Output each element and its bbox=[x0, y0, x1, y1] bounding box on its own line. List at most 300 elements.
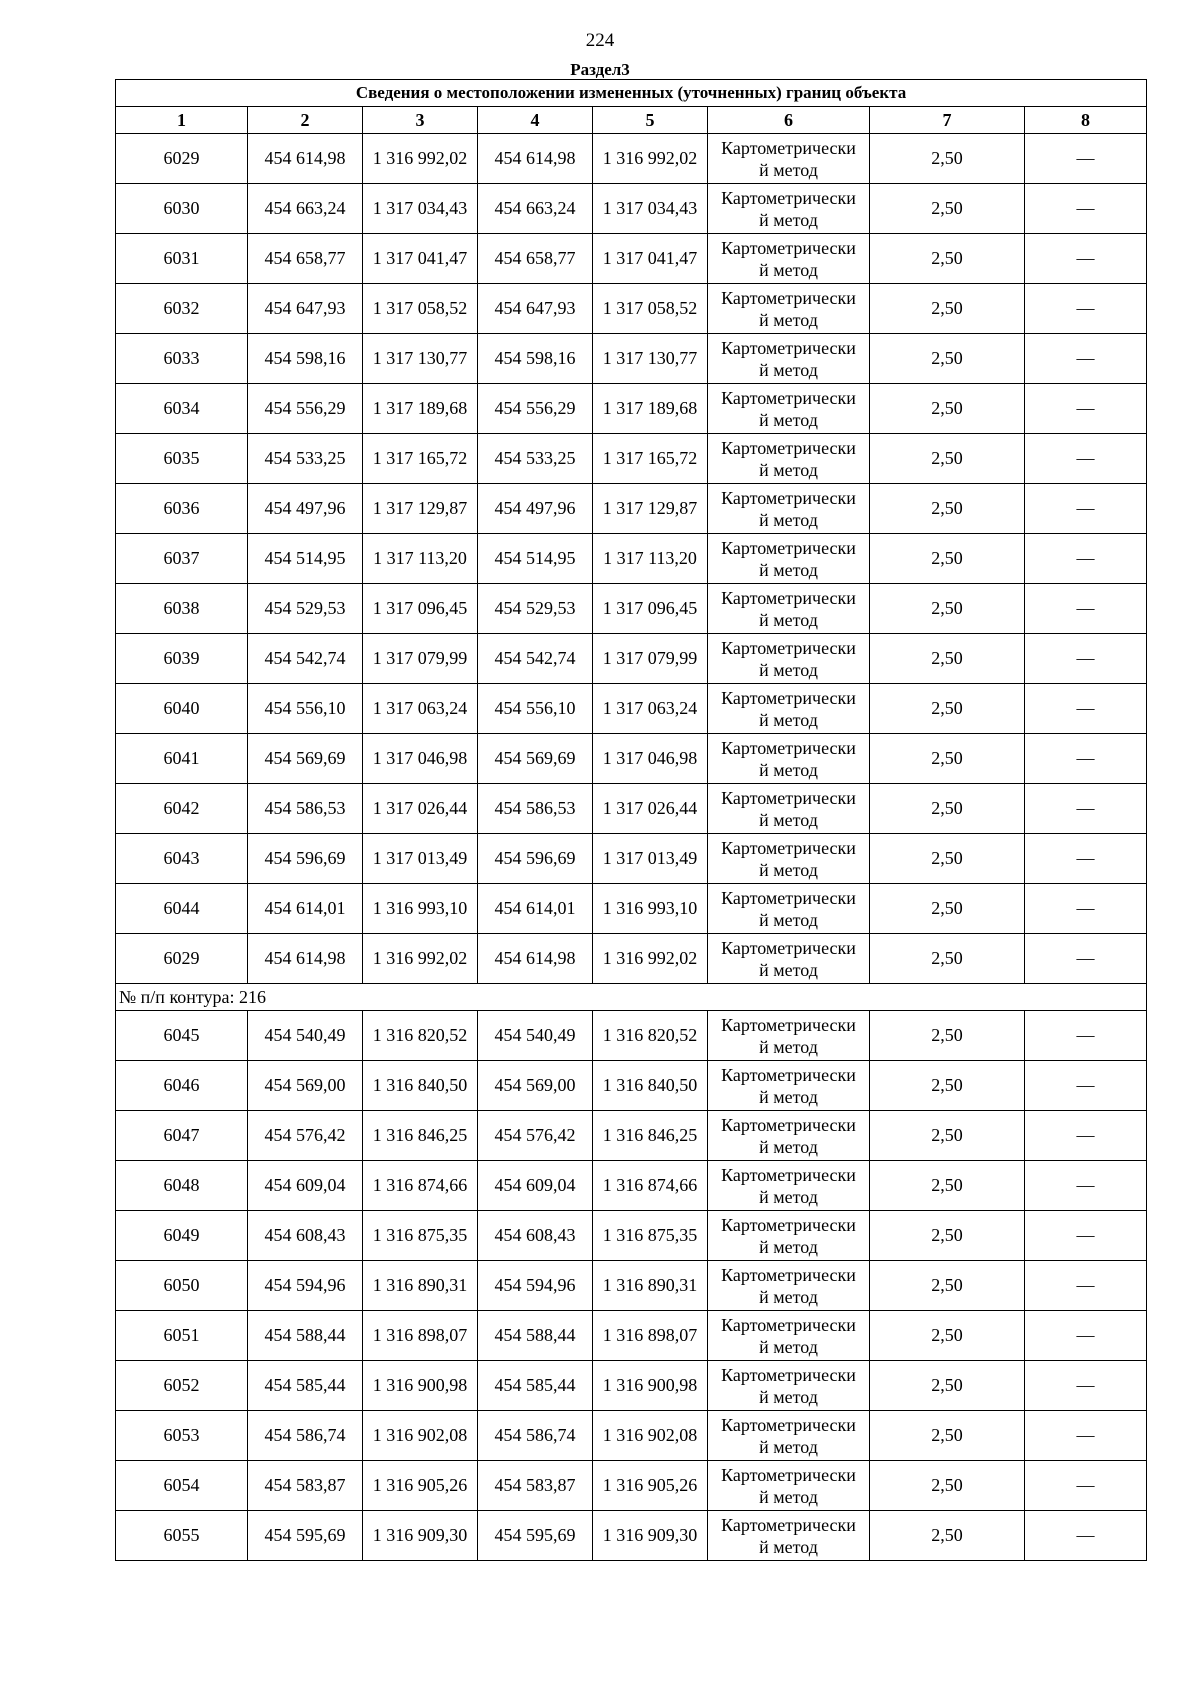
table-row bbox=[116, 584, 1147, 634]
x-old-cell: 454 614,98 bbox=[248, 134, 363, 184]
method-line: Картометрически bbox=[721, 1214, 856, 1235]
y-new-cell: 1 317 165,72 bbox=[593, 434, 708, 484]
method-line: й метод bbox=[759, 1036, 818, 1057]
table-row bbox=[116, 1311, 1147, 1361]
x-new-cell: 454 585,44 bbox=[478, 1361, 593, 1411]
x-old-cell: 454 596,69 bbox=[248, 834, 363, 884]
column-number-row bbox=[116, 107, 1147, 134]
description-cell: — bbox=[1025, 1511, 1147, 1561]
table-row bbox=[116, 684, 1147, 734]
method-line: й метод bbox=[759, 359, 818, 380]
method-cell bbox=[708, 284, 870, 334]
point-number-cell: 6039 bbox=[116, 634, 248, 684]
y-old-cell: 1 317 079,99 bbox=[363, 634, 478, 684]
accuracy-cell: 2,50 bbox=[870, 634, 1025, 684]
method-cell bbox=[708, 884, 870, 934]
description-cell: — bbox=[1025, 1411, 1147, 1461]
y-old-cell: 1 316 902,08 bbox=[363, 1411, 478, 1461]
x-new-cell: 454 556,29 bbox=[478, 384, 593, 434]
point-number-cell: 6029 bbox=[116, 134, 248, 184]
table-row bbox=[116, 184, 1147, 234]
method-line: Картометрически bbox=[721, 737, 856, 758]
point-number-cell: 6032 bbox=[116, 284, 248, 334]
column-number: 4 bbox=[478, 107, 593, 134]
point-number-cell: 6038 bbox=[116, 584, 248, 634]
point-number-cell: 6043 bbox=[116, 834, 248, 884]
method-line: й метод bbox=[759, 959, 818, 980]
x-old-cell: 454 533,25 bbox=[248, 434, 363, 484]
method-cell bbox=[708, 1311, 870, 1361]
table-row bbox=[116, 1411, 1147, 1461]
x-old-cell: 454 608,43 bbox=[248, 1211, 363, 1261]
point-number-cell: 6037 bbox=[116, 534, 248, 584]
method-line: й метод bbox=[759, 909, 818, 930]
method-line: й метод bbox=[759, 509, 818, 530]
method-line: й метод bbox=[759, 409, 818, 430]
point-number-cell: 6031 bbox=[116, 234, 248, 284]
x-old-cell: 454 576,42 bbox=[248, 1111, 363, 1161]
y-new-cell: 1 317 013,49 bbox=[593, 834, 708, 884]
y-new-cell: 1 317 058,52 bbox=[593, 284, 708, 334]
y-new-cell: 1 316 846,25 bbox=[593, 1111, 708, 1161]
y-old-cell: 1 317 026,44 bbox=[363, 784, 478, 834]
method-line: Картометрически bbox=[721, 937, 856, 958]
method-line: Картометрически bbox=[721, 337, 856, 358]
method-line: Картометрически bbox=[721, 1414, 856, 1435]
accuracy-cell: 2,50 bbox=[870, 1411, 1025, 1461]
y-old-cell: 1 316 898,07 bbox=[363, 1311, 478, 1361]
description-cell: — bbox=[1025, 484, 1147, 534]
coordinates-table bbox=[115, 79, 1147, 1561]
contour-row bbox=[116, 984, 1147, 1011]
y-old-cell: 1 317 063,24 bbox=[363, 684, 478, 734]
table-row bbox=[116, 734, 1147, 784]
description-cell: — bbox=[1025, 934, 1147, 984]
method-line: Картометрически bbox=[721, 1314, 856, 1335]
point-number-cell: 6045 bbox=[116, 1011, 248, 1061]
method-line: й метод bbox=[759, 1236, 818, 1257]
table-row bbox=[116, 534, 1147, 584]
method-line: й метод bbox=[759, 709, 818, 730]
y-old-cell: 1 317 034,43 bbox=[363, 184, 478, 234]
method-cell bbox=[708, 1261, 870, 1311]
table-row bbox=[116, 1011, 1147, 1061]
x-old-cell: 454 529,53 bbox=[248, 584, 363, 634]
description-cell: — bbox=[1025, 334, 1147, 384]
x-new-cell: 454 586,53 bbox=[478, 784, 593, 834]
description-cell: — bbox=[1025, 834, 1147, 884]
description-cell: — bbox=[1025, 1461, 1147, 1511]
x-old-cell: 454 588,44 bbox=[248, 1311, 363, 1361]
point-number-cell: 6046 bbox=[116, 1061, 248, 1111]
y-old-cell: 1 316 890,31 bbox=[363, 1261, 478, 1311]
point-number-cell: 6044 bbox=[116, 884, 248, 934]
x-new-cell: 454 576,42 bbox=[478, 1111, 593, 1161]
x-old-cell: 454 598,16 bbox=[248, 334, 363, 384]
y-old-cell: 1 317 046,98 bbox=[363, 734, 478, 784]
y-old-cell: 1 317 058,52 bbox=[363, 284, 478, 334]
x-new-cell: 454 658,77 bbox=[478, 234, 593, 284]
method-line: й метод bbox=[759, 659, 818, 680]
method-line: Картометрически bbox=[721, 537, 856, 558]
x-new-cell: 454 514,95 bbox=[478, 534, 593, 584]
table-row bbox=[116, 834, 1147, 884]
point-number-cell: 6049 bbox=[116, 1211, 248, 1261]
y-old-cell: 1 316 909,30 bbox=[363, 1511, 478, 1561]
method-line: Картометрически bbox=[721, 237, 856, 258]
table-row bbox=[116, 134, 1147, 184]
x-new-cell: 454 647,93 bbox=[478, 284, 593, 334]
y-new-cell: 1 317 130,77 bbox=[593, 334, 708, 384]
y-new-cell: 1 316 992,02 bbox=[593, 934, 708, 984]
description-cell: — bbox=[1025, 784, 1147, 834]
method-line: Картометрически bbox=[721, 487, 856, 508]
method-cell bbox=[708, 1061, 870, 1111]
accuracy-cell: 2,50 bbox=[870, 684, 1025, 734]
x-old-cell: 454 540,49 bbox=[248, 1011, 363, 1061]
accuracy-cell: 2,50 bbox=[870, 1311, 1025, 1361]
accuracy-cell: 2,50 bbox=[870, 184, 1025, 234]
x-old-cell: 454 647,93 bbox=[248, 284, 363, 334]
accuracy-cell: 2,50 bbox=[870, 334, 1025, 384]
method-line: й метод bbox=[759, 1486, 818, 1507]
y-new-cell: 1 317 079,99 bbox=[593, 634, 708, 684]
method-line: Картометрически bbox=[721, 137, 856, 158]
x-new-cell: 454 569,00 bbox=[478, 1061, 593, 1111]
table-row bbox=[116, 1361, 1147, 1411]
point-number-cell: 6047 bbox=[116, 1111, 248, 1161]
method-line: й метод bbox=[759, 159, 818, 180]
x-new-cell: 454 594,96 bbox=[478, 1261, 593, 1311]
accuracy-cell: 2,50 bbox=[870, 834, 1025, 884]
method-line: й метод bbox=[759, 559, 818, 580]
x-new-cell: 454 533,25 bbox=[478, 434, 593, 484]
accuracy-cell: 2,50 bbox=[870, 784, 1025, 834]
point-number-cell: 6034 bbox=[116, 384, 248, 434]
method-line: й метод bbox=[759, 209, 818, 230]
description-cell: — bbox=[1025, 1061, 1147, 1111]
method-cell bbox=[708, 934, 870, 984]
accuracy-cell: 2,50 bbox=[870, 434, 1025, 484]
description-cell: — bbox=[1025, 634, 1147, 684]
method-cell bbox=[708, 1411, 870, 1461]
y-new-cell: 1 317 026,44 bbox=[593, 784, 708, 834]
accuracy-cell: 2,50 bbox=[870, 1461, 1025, 1511]
y-old-cell: 1 316 900,98 bbox=[363, 1361, 478, 1411]
description-cell: — bbox=[1025, 384, 1147, 434]
description-cell: — bbox=[1025, 1111, 1147, 1161]
y-new-cell: 1 316 875,35 bbox=[593, 1211, 708, 1261]
accuracy-cell: 2,50 bbox=[870, 1511, 1025, 1561]
method-cell bbox=[708, 434, 870, 484]
point-number-cell: 6036 bbox=[116, 484, 248, 534]
table-row bbox=[116, 434, 1147, 484]
x-new-cell: 454 596,69 bbox=[478, 834, 593, 884]
x-old-cell: 454 594,96 bbox=[248, 1261, 363, 1311]
accuracy-cell: 2,50 bbox=[870, 484, 1025, 534]
x-new-cell: 454 609,04 bbox=[478, 1161, 593, 1211]
point-number-cell: 6053 bbox=[116, 1411, 248, 1461]
description-cell: — bbox=[1025, 1011, 1147, 1061]
y-new-cell: 1 316 820,52 bbox=[593, 1011, 708, 1061]
method-cell bbox=[708, 234, 870, 284]
description-cell: — bbox=[1025, 1361, 1147, 1411]
accuracy-cell: 2,50 bbox=[870, 934, 1025, 984]
point-number-cell: 6055 bbox=[116, 1511, 248, 1561]
column-number: 1 bbox=[116, 107, 248, 134]
method-line: Картометрически bbox=[721, 187, 856, 208]
x-new-cell: 454 586,74 bbox=[478, 1411, 593, 1461]
description-cell: — bbox=[1025, 1211, 1147, 1261]
y-old-cell: 1 316 840,50 bbox=[363, 1061, 478, 1111]
description-cell: — bbox=[1025, 284, 1147, 334]
x-new-cell: 454 529,53 bbox=[478, 584, 593, 634]
method-cell bbox=[708, 384, 870, 434]
y-old-cell: 1 317 165,72 bbox=[363, 434, 478, 484]
y-old-cell: 1 316 846,25 bbox=[363, 1111, 478, 1161]
accuracy-cell: 2,50 bbox=[870, 734, 1025, 784]
x-new-cell: 454 569,69 bbox=[478, 734, 593, 784]
y-new-cell: 1 316 898,07 bbox=[593, 1311, 708, 1361]
method-line: Картометрически bbox=[721, 387, 856, 408]
method-line: й метод bbox=[759, 809, 818, 830]
method-line: Картометрически bbox=[721, 887, 856, 908]
y-new-cell: 1 317 034,43 bbox=[593, 184, 708, 234]
description-cell: — bbox=[1025, 534, 1147, 584]
point-number-cell: 6052 bbox=[116, 1361, 248, 1411]
method-line: й метод bbox=[759, 459, 818, 480]
method-cell bbox=[708, 1361, 870, 1411]
y-old-cell: 1 317 013,49 bbox=[363, 834, 478, 884]
accuracy-cell: 2,50 bbox=[870, 384, 1025, 434]
page-number: 224 bbox=[585, 30, 615, 51]
y-new-cell: 1 316 900,98 bbox=[593, 1361, 708, 1411]
x-new-cell: 454 588,44 bbox=[478, 1311, 593, 1361]
table-row bbox=[116, 1511, 1147, 1561]
accuracy-cell: 2,50 bbox=[870, 284, 1025, 334]
method-cell bbox=[708, 1161, 870, 1211]
description-cell: — bbox=[1025, 434, 1147, 484]
y-new-cell: 1 316 992,02 bbox=[593, 134, 708, 184]
method-line: Картометрически bbox=[721, 287, 856, 308]
table-row bbox=[116, 1261, 1147, 1311]
x-old-cell: 454 514,95 bbox=[248, 534, 363, 584]
y-new-cell: 1 316 840,50 bbox=[593, 1061, 708, 1111]
method-line: й метод bbox=[759, 1386, 818, 1407]
y-new-cell: 1 317 096,45 bbox=[593, 584, 708, 634]
x-old-cell: 454 595,69 bbox=[248, 1511, 363, 1561]
y-old-cell: 1 317 041,47 bbox=[363, 234, 478, 284]
y-new-cell: 1 317 113,20 bbox=[593, 534, 708, 584]
x-new-cell: 454 614,98 bbox=[478, 934, 593, 984]
method-line: й метод bbox=[759, 1086, 818, 1107]
point-number-cell: 6050 bbox=[116, 1261, 248, 1311]
x-new-cell: 454 598,16 bbox=[478, 334, 593, 384]
y-new-cell: 1 316 993,10 bbox=[593, 884, 708, 934]
x-old-cell: 454 569,00 bbox=[248, 1061, 363, 1111]
table-row bbox=[116, 1161, 1147, 1211]
description-cell: — bbox=[1025, 1261, 1147, 1311]
x-old-cell: 454 609,04 bbox=[248, 1161, 363, 1211]
x-old-cell: 454 583,87 bbox=[248, 1461, 363, 1511]
accuracy-cell: 2,50 bbox=[870, 134, 1025, 184]
method-line: й метод bbox=[759, 1286, 818, 1307]
y-old-cell: 1 316 993,10 bbox=[363, 884, 478, 934]
method-line: Картометрически bbox=[721, 1064, 856, 1085]
x-new-cell: 454 614,01 bbox=[478, 884, 593, 934]
y-new-cell: 1 316 874,66 bbox=[593, 1161, 708, 1211]
table-body bbox=[116, 80, 1147, 1561]
y-new-cell: 1 317 129,87 bbox=[593, 484, 708, 534]
table-row bbox=[116, 634, 1147, 684]
method-cell bbox=[708, 584, 870, 634]
accuracy-cell: 2,50 bbox=[870, 1111, 1025, 1161]
section-title: Раздел3 bbox=[570, 60, 630, 79]
table-row bbox=[116, 234, 1147, 284]
method-line: Картометрически bbox=[721, 1014, 856, 1035]
y-old-cell: 1 316 874,66 bbox=[363, 1161, 478, 1211]
method-cell bbox=[708, 634, 870, 684]
y-old-cell: 1 317 113,20 bbox=[363, 534, 478, 584]
description-cell: — bbox=[1025, 884, 1147, 934]
method-line: й метод bbox=[759, 1186, 818, 1207]
point-number-cell: 6054 bbox=[116, 1461, 248, 1511]
x-old-cell: 454 614,98 bbox=[248, 934, 363, 984]
description-cell: — bbox=[1025, 1311, 1147, 1361]
method-line: й метод bbox=[759, 1336, 818, 1357]
x-new-cell: 454 595,69 bbox=[478, 1511, 593, 1561]
method-cell bbox=[708, 134, 870, 184]
y-old-cell: 1 316 992,02 bbox=[363, 134, 478, 184]
method-cell bbox=[708, 534, 870, 584]
table-caption-row bbox=[116, 80, 1147, 107]
table-row bbox=[116, 784, 1147, 834]
x-old-cell: 454 556,29 bbox=[248, 384, 363, 434]
method-line: й метод bbox=[759, 1536, 818, 1557]
x-new-cell: 454 556,10 bbox=[478, 684, 593, 734]
method-line: Картометрически bbox=[721, 587, 856, 608]
accuracy-cell: 2,50 bbox=[870, 1011, 1025, 1061]
method-line: Картометрически bbox=[721, 1264, 856, 1285]
y-old-cell: 1 317 129,87 bbox=[363, 484, 478, 534]
accuracy-cell: 2,50 bbox=[870, 234, 1025, 284]
x-new-cell: 454 583,87 bbox=[478, 1461, 593, 1511]
method-line: Картометрически bbox=[721, 637, 856, 658]
description-cell: — bbox=[1025, 134, 1147, 184]
y-old-cell: 1 316 875,35 bbox=[363, 1211, 478, 1261]
method-line: й метод bbox=[759, 259, 818, 280]
method-cell bbox=[708, 1211, 870, 1261]
method-cell bbox=[708, 784, 870, 834]
contour-label: № п/п контура: 216 bbox=[116, 984, 1147, 1011]
table-row bbox=[116, 884, 1147, 934]
method-cell bbox=[708, 1461, 870, 1511]
x-old-cell: 454 586,53 bbox=[248, 784, 363, 834]
x-new-cell: 454 608,43 bbox=[478, 1211, 593, 1261]
x-old-cell: 454 585,44 bbox=[248, 1361, 363, 1411]
x-old-cell: 454 658,77 bbox=[248, 234, 363, 284]
table-row bbox=[116, 384, 1147, 434]
table-row bbox=[116, 1211, 1147, 1261]
method-cell bbox=[708, 684, 870, 734]
method-line: Картометрически bbox=[721, 1514, 856, 1535]
table-row bbox=[116, 334, 1147, 384]
method-line: Картометрически bbox=[721, 787, 856, 808]
method-line: й метод bbox=[759, 609, 818, 630]
column-number: 8 bbox=[1025, 107, 1147, 134]
table-row bbox=[116, 484, 1147, 534]
x-old-cell: 454 556,10 bbox=[248, 684, 363, 734]
y-old-cell: 1 317 130,77 bbox=[363, 334, 478, 384]
method-cell bbox=[708, 1511, 870, 1561]
x-new-cell: 454 497,96 bbox=[478, 484, 593, 534]
description-cell: — bbox=[1025, 1161, 1147, 1211]
column-number: 3 bbox=[363, 107, 478, 134]
method-line: й метод bbox=[759, 309, 818, 330]
x-old-cell: 454 586,74 bbox=[248, 1411, 363, 1461]
table-caption: Сведения о местоположении измененных (уточненных) границ объекта bbox=[116, 80, 1147, 107]
method-line: й метод bbox=[759, 859, 818, 880]
method-cell bbox=[708, 1111, 870, 1161]
accuracy-cell: 2,50 bbox=[870, 884, 1025, 934]
method-line: й метод bbox=[759, 1436, 818, 1457]
method-line: Картометрически bbox=[721, 1364, 856, 1385]
table-row bbox=[116, 1461, 1147, 1511]
x-new-cell: 454 663,24 bbox=[478, 184, 593, 234]
point-number-cell: 6030 bbox=[116, 184, 248, 234]
y-old-cell: 1 317 189,68 bbox=[363, 384, 478, 434]
accuracy-cell: 2,50 bbox=[870, 534, 1025, 584]
table-row bbox=[116, 284, 1147, 334]
method-line: Картометрически bbox=[721, 1114, 856, 1135]
y-new-cell: 1 316 909,30 bbox=[593, 1511, 708, 1561]
method-cell bbox=[708, 334, 870, 384]
table-row bbox=[116, 1061, 1147, 1111]
y-old-cell: 1 317 096,45 bbox=[363, 584, 478, 634]
method-line: Картометрически bbox=[721, 1464, 856, 1485]
point-number-cell: 6042 bbox=[116, 784, 248, 834]
column-number: 7 bbox=[870, 107, 1025, 134]
x-old-cell: 454 614,01 bbox=[248, 884, 363, 934]
column-number: 5 bbox=[593, 107, 708, 134]
method-line: й метод bbox=[759, 1136, 818, 1157]
method-line: й метод bbox=[759, 759, 818, 780]
y-new-cell: 1 317 189,68 bbox=[593, 384, 708, 434]
method-line: Картометрически bbox=[721, 687, 856, 708]
accuracy-cell: 2,50 bbox=[870, 584, 1025, 634]
point-number-cell: 6040 bbox=[116, 684, 248, 734]
y-new-cell: 1 316 890,31 bbox=[593, 1261, 708, 1311]
accuracy-cell: 2,50 bbox=[870, 1061, 1025, 1111]
method-line: Картометрически bbox=[721, 837, 856, 858]
method-cell bbox=[708, 1011, 870, 1061]
y-new-cell: 1 317 041,47 bbox=[593, 234, 708, 284]
y-new-cell: 1 317 063,24 bbox=[593, 684, 708, 734]
x-new-cell: 454 614,98 bbox=[478, 134, 593, 184]
point-number-cell: 6033 bbox=[116, 334, 248, 384]
y-old-cell: 1 316 820,52 bbox=[363, 1011, 478, 1061]
description-cell: — bbox=[1025, 734, 1147, 784]
x-old-cell: 454 497,96 bbox=[248, 484, 363, 534]
column-number: 2 bbox=[248, 107, 363, 134]
description-cell: — bbox=[1025, 684, 1147, 734]
y-old-cell: 1 316 992,02 bbox=[363, 934, 478, 984]
x-new-cell: 454 540,49 bbox=[478, 1011, 593, 1061]
point-number-cell: 6048 bbox=[116, 1161, 248, 1211]
accuracy-cell: 2,50 bbox=[870, 1161, 1025, 1211]
y-old-cell: 1 316 905,26 bbox=[363, 1461, 478, 1511]
point-number-cell: 6029 bbox=[116, 934, 248, 984]
